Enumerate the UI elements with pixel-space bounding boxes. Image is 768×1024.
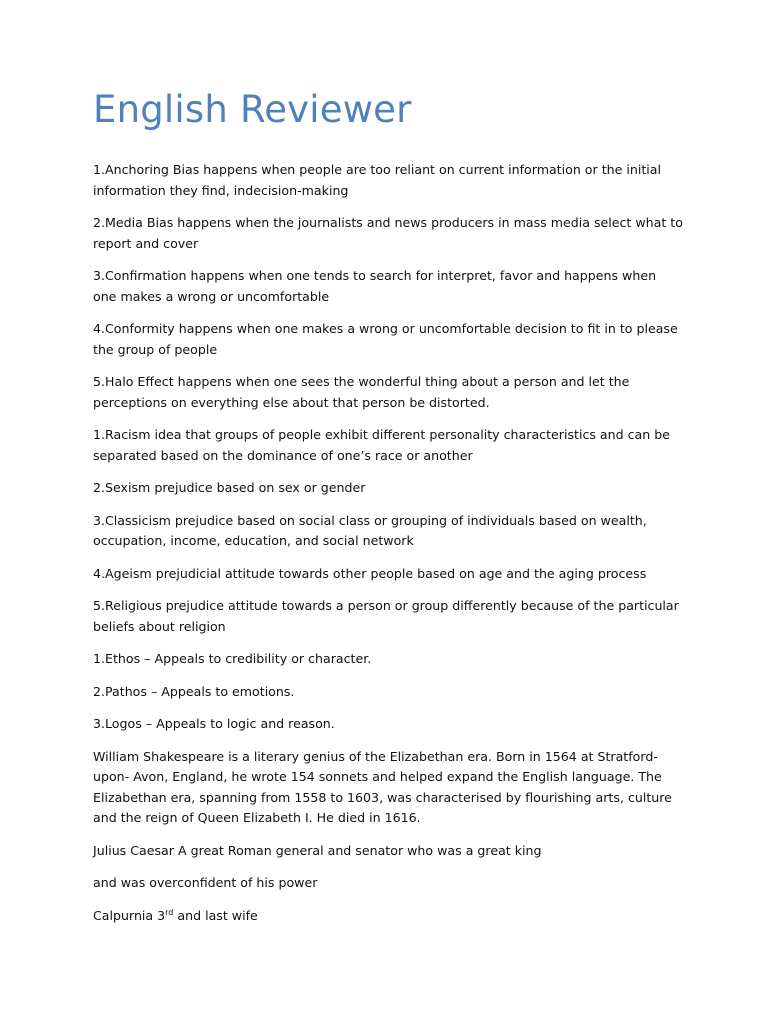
paragraph-conformity: 4.Conformity happens when one makes a wrong or uncomfortable decision to fit in to please the group of people — [93, 321, 678, 357]
paragraph-ethos: 1.Ethos – Appeals to credibility or character. — [93, 651, 372, 666]
paragraph-shakespeare: William Shakespeare is a literary genius of the Elizabethan era. Born in 1564 at Stratford-upon- Avon, England, he wrote 154 sonnets and helped expand the English language. The Elizabethan era, spanning from 1558 to 1603, was characterised by flourishing arts, culture and the reign of Queen Elizabeth I. He died in 1616. — [93, 748, 672, 825]
paragraph-overconfident: and was overconfident of his power — [93, 875, 318, 890]
paragraph-ageism: 4.Ageism prejudicial attitude towards other people based on age and the aging process — [93, 565, 647, 581]
paragraph-pathos: 2.Pathos – Appeals to emotions. — [93, 683, 295, 699]
paragraph-classicism: 3.Classicism prejudice based on social class or grouping of individuals based on wealth, occupation, income, education, and social network — [93, 512, 647, 548]
paragraph-julius-caesar: Julius Caesar A great Roman general and senator who was a great king — [93, 842, 542, 858]
calpurnia-superscript: rd — [165, 907, 174, 917]
paragraph-halo-effect: 5.Halo Effect happens when one sees the wonderful thing about a person and let the perceptions on everything else about that person be distorted. — [93, 374, 630, 410]
calpurnia-text-after: and last wife — [173, 907, 258, 923]
document-title: English Reviewer — [93, 88, 412, 131]
calpurnia-text-before: Calpurnia 3 — [93, 907, 166, 923]
paragraph-sexism: 2.Sexism prejudice based on sex or gender — [93, 480, 366, 495]
paragraph-religious-prejudice: 5.Religious prejudice attitude towards a person or group differently because of the particular beliefs about religion — [93, 598, 679, 634]
document-body — [93, 160, 683, 938]
paragraph-media-bias: 2.Media Bias happens when the journalists and news producers in mass media select what to report and cover — [93, 215, 683, 251]
paragraph-calpurnia — [93, 906, 683, 927]
paragraph-anchoring-bias: 1.Anchoring Bias happens when people are too reliant on current information or the initial information they find, indecision-making — [93, 162, 661, 198]
paragraph-racism: 1.Racism idea that groups of people exhibit different personality characteristics and can be separated based on the dominance of one’s race or another — [93, 427, 670, 463]
paragraph-logos: 3.Logos – Appeals to logic and reason. — [93, 716, 335, 731]
paragraph-confirmation: 3.Confirmation happens when one tends to search for interpret, favor and happens when one makes a wrong or uncomfortable — [93, 268, 657, 304]
